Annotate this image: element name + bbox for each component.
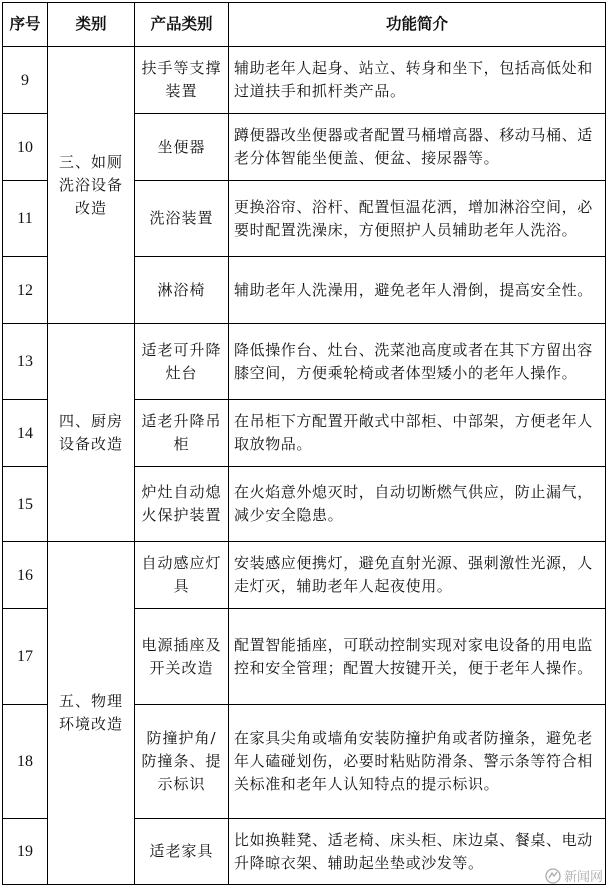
- row-no: 13: [3, 324, 48, 400]
- product-cell: 坐便器: [135, 114, 229, 181]
- category-cell: 四、厨房设备改造: [48, 324, 135, 542]
- row-no: 12: [3, 257, 48, 324]
- table-row: [3, 47, 606, 114]
- header-desc: 功能简介: [229, 3, 606, 47]
- row-no: 11: [3, 181, 48, 257]
- table-row: [3, 542, 606, 609]
- table-row: [3, 324, 606, 400]
- desc-cell: 在家具尖角或墙角安装防撞护角或者防撞条，避免老年人磕碰划伤，必要时粘贴防滑条、警示条等符合相关标准和老年人认知特点的提示标识。: [229, 705, 606, 819]
- product-cell: 适老可升降灶台: [135, 324, 229, 400]
- desc-cell: 降低操作台、灶台、洗菜池高度或者在其下方留出容膝空间，方便乘轮椅或者体型矮小的老年人操作。: [229, 324, 606, 400]
- product-cell: 适老升降吊柜: [135, 400, 229, 467]
- row-no: 17: [3, 609, 48, 705]
- category-cell: 三、如厕洗浴设备改造: [48, 47, 135, 324]
- row-no: 18: [3, 705, 48, 819]
- product-cell: 适老家具: [135, 819, 229, 885]
- desc-cell: 更换浴帘、浴杆、配置恒温花洒，增加淋浴空间，必要时配置洗澡床，方便照护人员辅助老年人洗浴。: [229, 181, 606, 257]
- watermark: [545, 866, 603, 885]
- desc-cell: 辅助老年人起身、站立、转身和坐下，包括高低处和过道扶手和抓杆类产品。: [229, 47, 606, 114]
- category-cell: 五、物理环境改造: [48, 542, 135, 885]
- desc-cell: 比如换鞋凳、适老椅、床头柜、床边桌、餐桌、电动升降晾衣架、辅助起坐垫或沙发等。: [229, 819, 606, 885]
- row-no: 16: [3, 542, 48, 609]
- desc-cell: 在吊柜下方配置开敞式中部柜、中部架，方便老年人取放物品。: [229, 400, 606, 467]
- table-header-row: [3, 3, 606, 47]
- renovation-product-table: [2, 2, 606, 885]
- product-cell: 扶手等支撑装置: [135, 47, 229, 114]
- desc-cell: 蹲便器改坐便器或者配置马桶增高器、移动马桶、适老分体智能坐便盖、便盆、接尿器等。: [229, 114, 606, 181]
- row-no: 14: [3, 400, 48, 467]
- product-cell: 自动感应灯具: [135, 542, 229, 609]
- product-cell: 炉灶自动熄火保护装置: [135, 467, 229, 542]
- row-no: 15: [3, 467, 48, 542]
- desc-cell: 在火焰意外熄灭时，自动切断燃气供应，防止漏气，减少安全隐患。: [229, 467, 606, 542]
- watermark-text: 新闻网: [563, 870, 603, 885]
- desc-cell: 配置智能插座，可联动控制实现对家电设备的用电监控和安全管理；配置大按键开关，便于老年人操作。: [229, 609, 606, 705]
- desc-cell: 安装感应便携灯，避免直射光源、强刺激性光源，人走灯灭，辅助老年人起夜使用。: [229, 542, 606, 609]
- product-cell: 洗浴装置: [135, 181, 229, 257]
- header-no: 序号: [3, 3, 48, 47]
- row-no: 9: [3, 47, 48, 114]
- product-cell: 防撞护角/防撞条、提示标识: [135, 705, 229, 819]
- product-cell: 电源插座及开关改造: [135, 609, 229, 705]
- news-logo-icon: [545, 868, 561, 884]
- row-no: 19: [3, 819, 48, 885]
- product-cell: 淋浴椅: [135, 257, 229, 324]
- desc-cell: 辅助老年人洗澡用，避免老年人滑倒，提高安全性。: [229, 257, 606, 324]
- header-product: 产品类别: [135, 3, 229, 47]
- row-no: 10: [3, 114, 48, 181]
- header-category: 类别: [48, 3, 135, 47]
